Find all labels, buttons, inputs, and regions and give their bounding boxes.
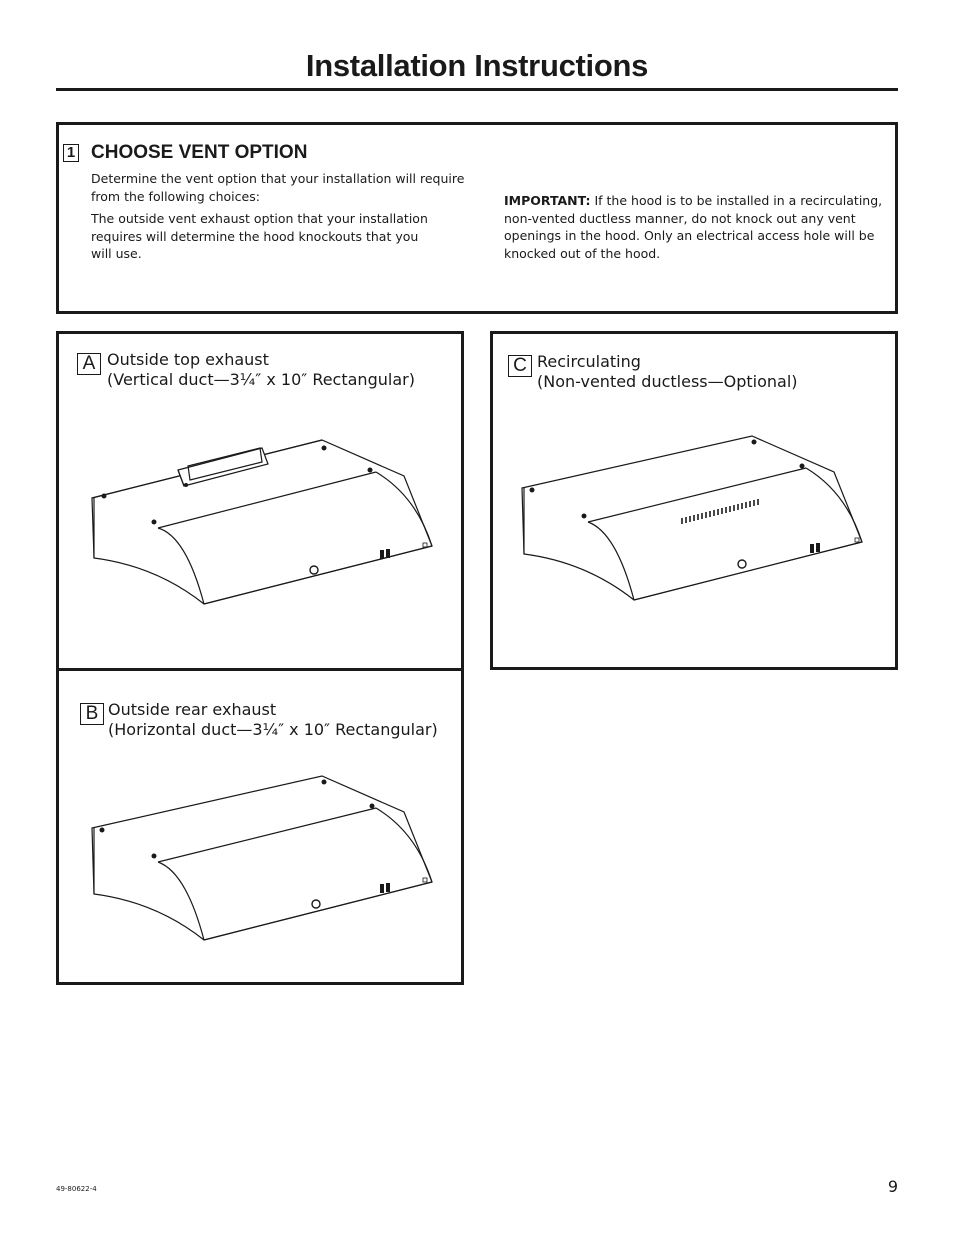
option-c-line2: (Non-vented ductless—Optional) <box>537 372 798 391</box>
important-text: If the hood is to be installed in a recirculating, non-vented ductless manner, do not knock out any vent openings in the hood. Only an electrical access hole will be knocked out of the hood. <box>504 193 883 261</box>
step-title: CHOOSE VENT OPTION <box>91 142 308 163</box>
option-b-line2: (Horizontal duct—3¼″ x 10″ Rectangular) <box>108 720 438 739</box>
page-title: Installation Instructions <box>305 48 649 83</box>
step-number: 1 <box>63 144 79 162</box>
title-rule <box>56 88 898 91</box>
option-c-caption <box>537 352 798 392</box>
option-a-line2: (Vertical duct—3¼″ x 10″ Rectangular) <box>107 370 415 389</box>
option-a-caption <box>107 350 415 390</box>
step-paragraph-2: The outside vent exhaust option that your installation requires will determine the hood knockouts that you will use. <box>91 211 428 261</box>
hood-recirculating-illustration <box>516 432 870 608</box>
option-b-line1: Outside rear exhaust <box>108 700 277 719</box>
option-a-letter: A <box>77 353 101 375</box>
document-code: 49-80622-4 <box>56 1185 97 1193</box>
option-c-letter: C <box>508 355 532 377</box>
important-label: IMPORTANT: <box>504 193 591 208</box>
step-paragraph-1: Determine the vent option that your installation will require from the following choices: <box>91 171 465 204</box>
page-number: 9 <box>887 1177 898 1196</box>
option-a-line1: Outside top exhaust <box>107 350 269 369</box>
hood-rear-exhaust-illustration <box>86 772 440 948</box>
option-c-line1: Recirculating <box>537 352 641 371</box>
important-note <box>504 192 884 262</box>
hood-top-exhaust-illustration <box>86 436 440 612</box>
option-b-letter: B <box>80 703 104 725</box>
option-b-caption <box>108 700 438 740</box>
